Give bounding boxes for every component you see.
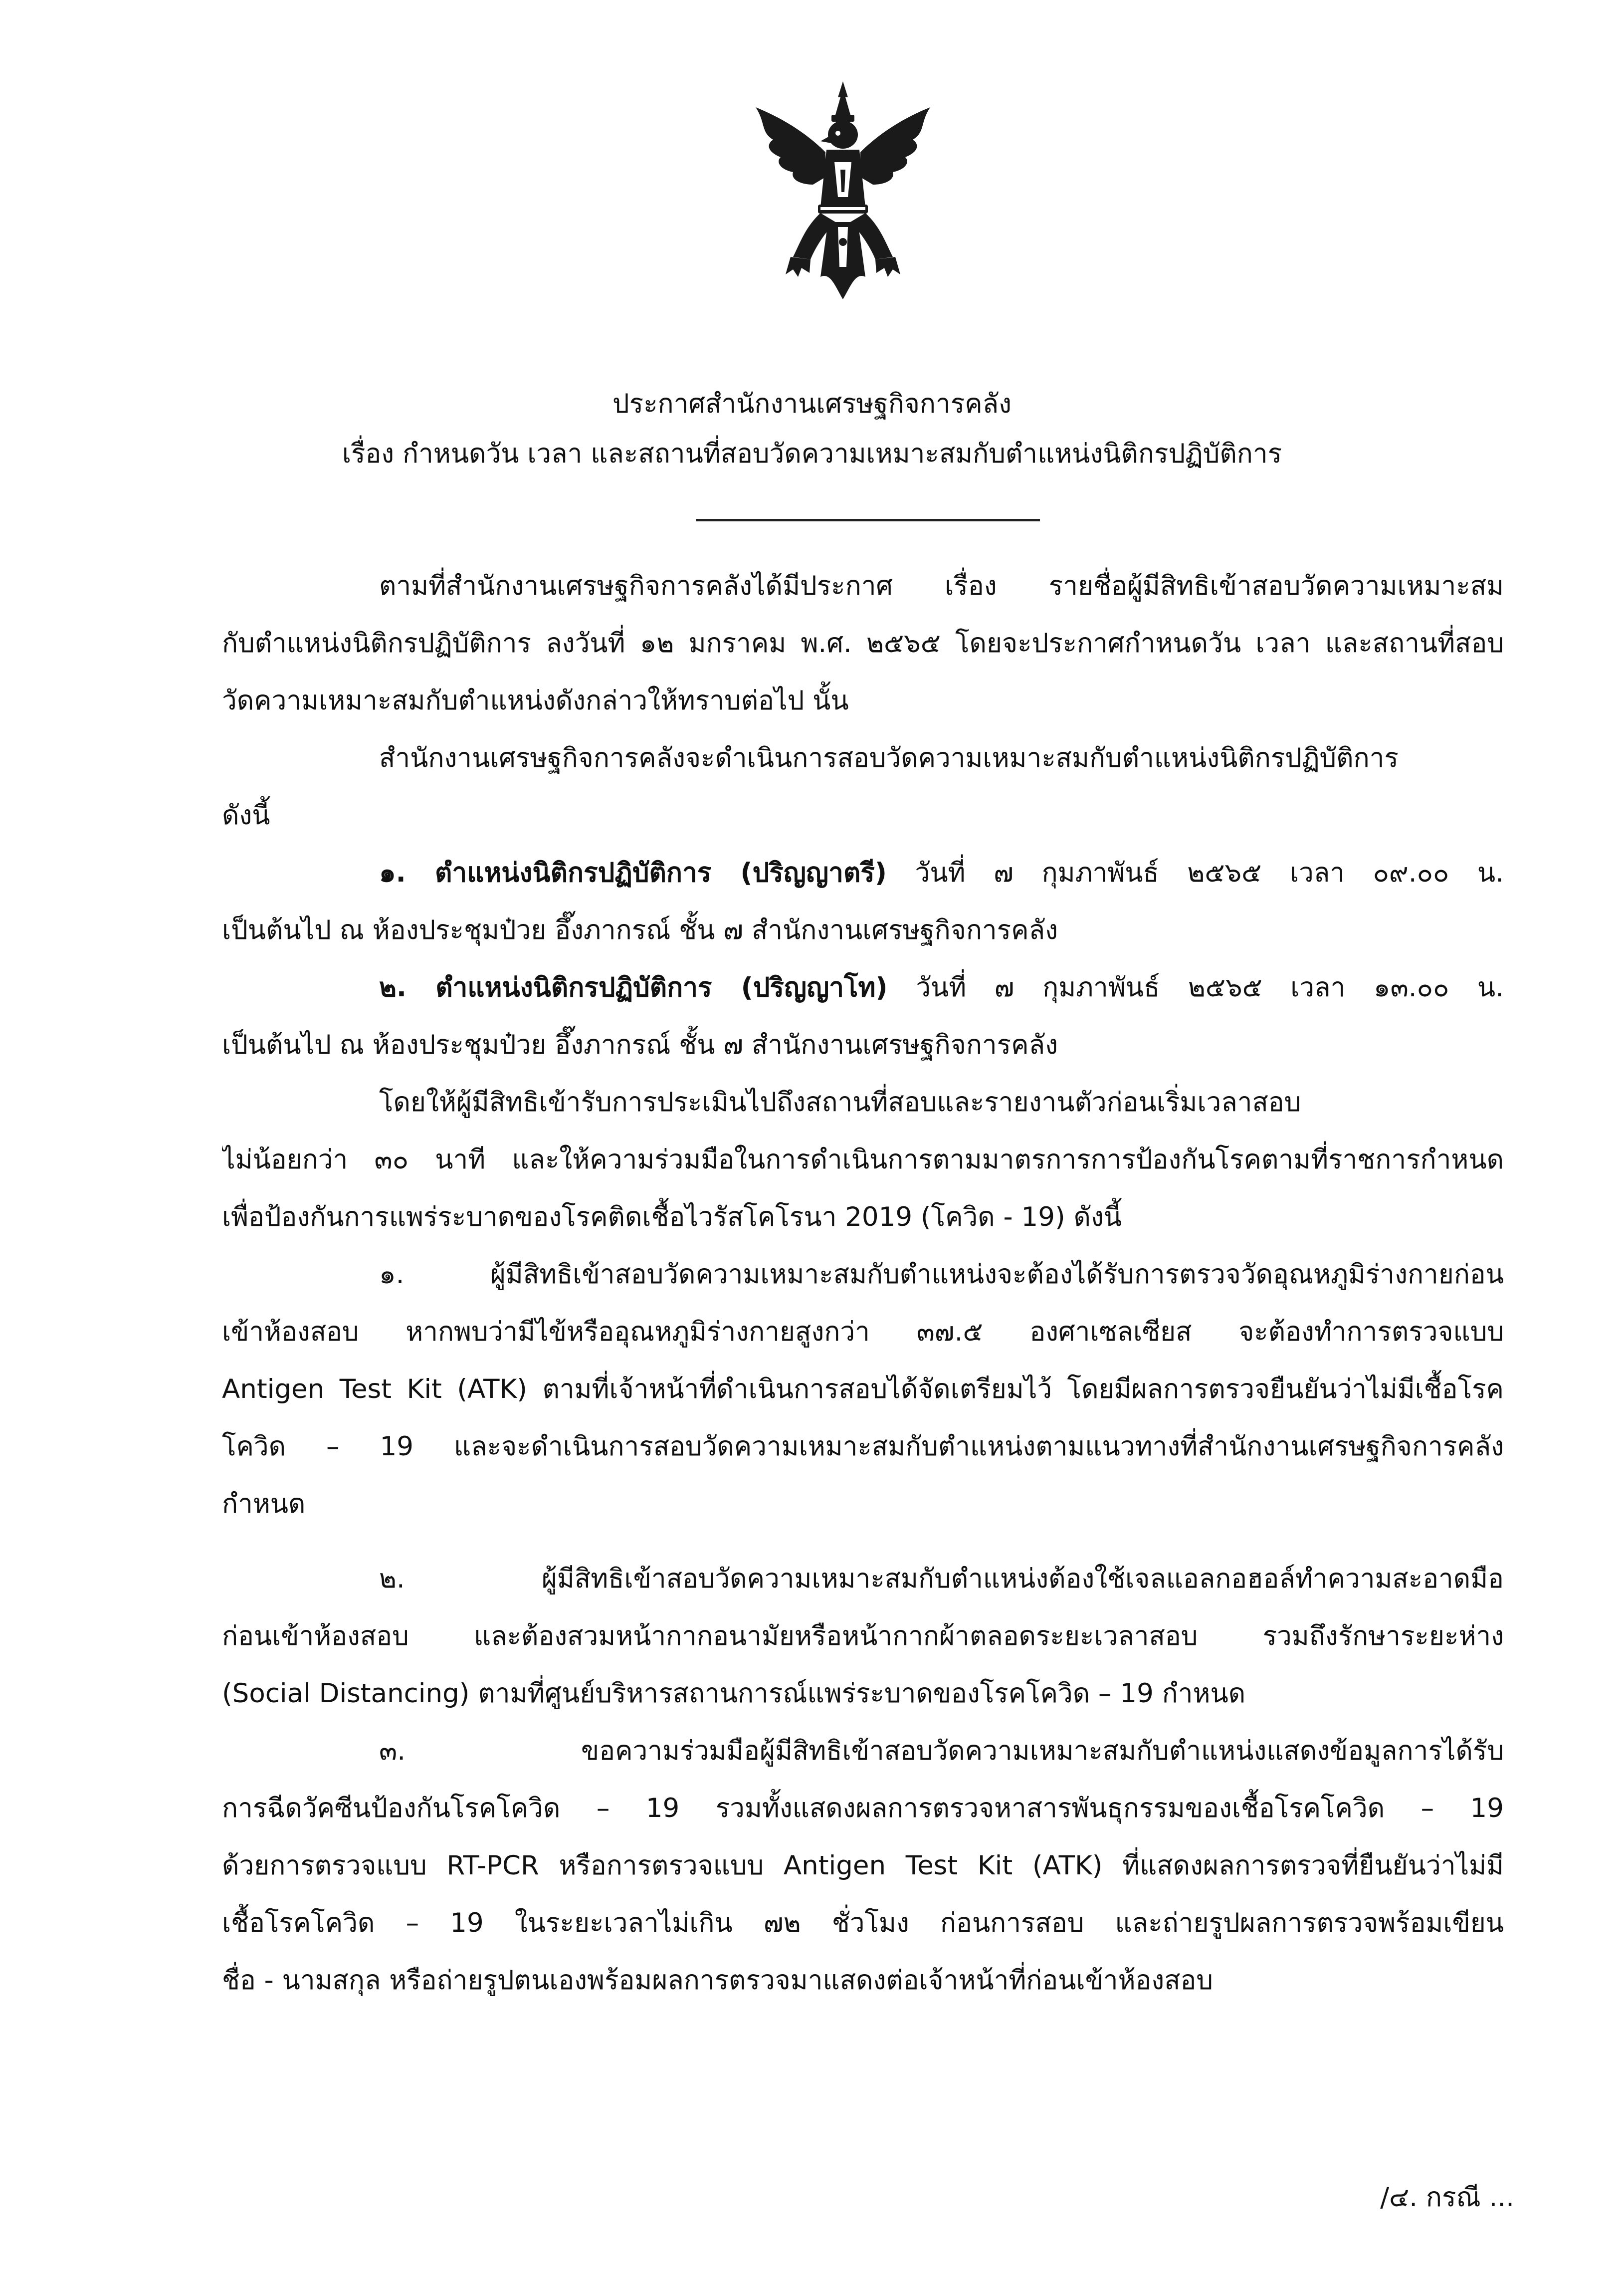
measure-1-line: ๑. ผู้มีสิทธิเข้าสอบวัดความเหมาะสมกับตำแหน่งจะต้องได้รับการตรวจวัดอุณหภูมิร่างกายก่อน: [379, 1259, 1504, 1290]
instructions-line: ไม่น้อยกว่า ๓๐ นาที และให้ความร่วมมือในการดำเนินการตามมาตรการการป้องกันโรคตามที่ราชการกำหนด: [222, 1144, 1504, 1175]
measure-3-line: การฉีดวัคซีนป้องกันโรคโควิด – 19 รวมทั้งแสดงผลการตรวจหาสารพันธุกรรมของเชื้อโรคโควิด – 19: [222, 1793, 1504, 1823]
schedule-item-2-position: ๒. ตำแหน่งนิติกรปฏิบัติการ (ปริญญาโท): [379, 972, 888, 1003]
measure-2-line: ๒. ผู้มีสิทธิเข้าสอบวัดความเหมาะสมกับตำแหน่งต้องใช้เจลแอลกอฮอล์ทำความสะอาดมือ: [379, 1564, 1504, 1594]
measure-3-line: ด้วยการตรวจแบบ RT-PCR หรือการตรวจแบบ Antigen Test Kit (ATK) ที่แสดงผลการตรวจที่ยืนยันว่าไม่มี: [222, 1850, 1504, 1881]
schedule-item-2-datetime: วันที่ ๗ กุมภาพันธ์ ๒๕๖๕ เวลา ๑๓.๐๐ น.: [887, 972, 1504, 1003]
garuda-emblem-icon: [746, 77, 940, 302]
title-divider: [696, 519, 1040, 521]
schedule-item-1-position: ๑. ตำแหน่งนิติกรปฏิบัติการ (ปริญญาตรี): [379, 858, 887, 888]
announcement-subject: เรื่อง กำหนดวัน เวลา และสถานที่สอบวัดความเหมาะสมกับตำแหน่งนิติกรปฏิบัติการ: [342, 439, 1282, 469]
measure-3-line: ๓. ขอความร่วมมือผู้มีสิทธิเข้าสอบวัดความเหมาะสมกับตำแหน่งแสดงข้อมูลการได้รับ: [379, 1736, 1504, 1766]
measure-3-line: ชื่อ - นามสกุล หรือถ่ายรูปตนเองพร้อมผลการตรวจมาแสดงต่อเจ้าหน้าที่ก่อนเข้าห้องสอบ: [222, 1965, 1214, 1996]
instructions-line: โดยให้ผู้มีสิทธิเข้ารับการประเมินไปถึงสถานที่สอบและรายงานตัวก่อนเริ่มเวลาสอบ: [379, 1087, 1301, 1118]
intro-line: กับตำแหน่งนิติกรปฏิบัติการ ลงวันที่ ๑๒ มกราคม พ.ศ. ๒๕๖๕ โดยจะประกาศกำหนดวัน เวลา และสถานที่สอบ: [222, 628, 1504, 659]
intro-line: ตามที่สำนักงานเศรษฐกิจการคลังได้มีประกาศ เรื่อง รายชื่อผู้มีสิทธิเข้าสอบวัดความเหมาะสม: [379, 571, 1504, 601]
operation-line: สำนักงานเศรษฐกิจการคลังจะดำเนินการสอบวัดความเหมาะสมกับตำแหน่งนิติกรปฏิบัติการ: [379, 743, 1399, 773]
measure-1-line: เข้าห้องสอบ หากพบว่ามีไข้หรืออุณหภูมิร่างกายสูงกว่า ๓๗.๕ องศาเซลเซียส จะต้องทำการตรวจแบบ: [222, 1317, 1504, 1347]
instructions-line: เพื่อป้องกันการแพร่ระบาดของโรคติดเชื้อไวรัสโคโรนา 2019 (โควิด - 19) ดังนี้: [222, 1202, 1122, 1232]
schedule-item-2: [379, 968, 1504, 1008]
schedule-item-2-venue: เป็นต้นไป ณ ห้องประชุมป๋วย อึ๊งภากรณ์ ชั้น ๗ สำนักงานเศรษฐกิจการคลัง: [222, 1030, 1058, 1060]
intro-line: วัดความเหมาะสมกับตำแหน่งดังกล่าวให้ทราบต่อไป นั้น: [222, 685, 849, 716]
measure-2-line: (Social Distancing) ตามที่ศูนย์บริหารสถานการณ์แพร่ระบาดของโรคโควิด – 19 กำหนด: [222, 1678, 1246, 1709]
measure-1-line: Antigen Test Kit (ATK) ตามที่เจ้าหน้าที่ดำเนินการสอบได้จัดเตรียมไว้ โดยมีผลการตรวจยืนยันว่าไม่มีเชื้อโรค: [222, 1374, 1504, 1404]
page-continuation: /๔. กรณี ...: [1380, 2182, 1514, 2213]
measure-1-line: กำหนด: [222, 1489, 306, 1519]
measure-2-line: ก่อนเข้าห้องสอบ และต้องสวมหน้ากากอนามัยหรือหน้ากากผ้าตลอดระยะเวลาสอบ รวมถึงรักษาระยะห่าง: [222, 1621, 1504, 1651]
announcement-title: ประกาศสำนักงานเศรษฐกิจการคลัง: [612, 389, 1012, 419]
schedule-item-1-venue: เป็นต้นไป ณ ห้องประชุมป๋วย อึ๊งภากรณ์ ชั้น ๗ สำนักงานเศรษฐกิจการคลัง: [222, 915, 1058, 945]
measure-1-line: โควิด – 19 และจะดำเนินการสอบวัดความเหมาะสมกับตำแหน่งตามแนวทางที่สำนักงานเศรษฐกิจการคลัง: [222, 1431, 1504, 1462]
schedule-item-1-datetime: วันที่ ๗ กุมภาพันธ์ ๒๕๖๕ เวลา ๐๙.๐๐ น.: [886, 858, 1504, 888]
schedule-item-1: [379, 853, 1504, 893]
measure-3-line: เชื้อโรคโควิด – 19 ในระยะเวลาไม่เกิน ๗๒ ชั่วโมง ก่อนการสอบ และถ่ายรูปผลการตรวจพร้อมเขียน: [222, 1908, 1504, 1938]
operation-line: ดังนี้: [222, 800, 270, 831]
